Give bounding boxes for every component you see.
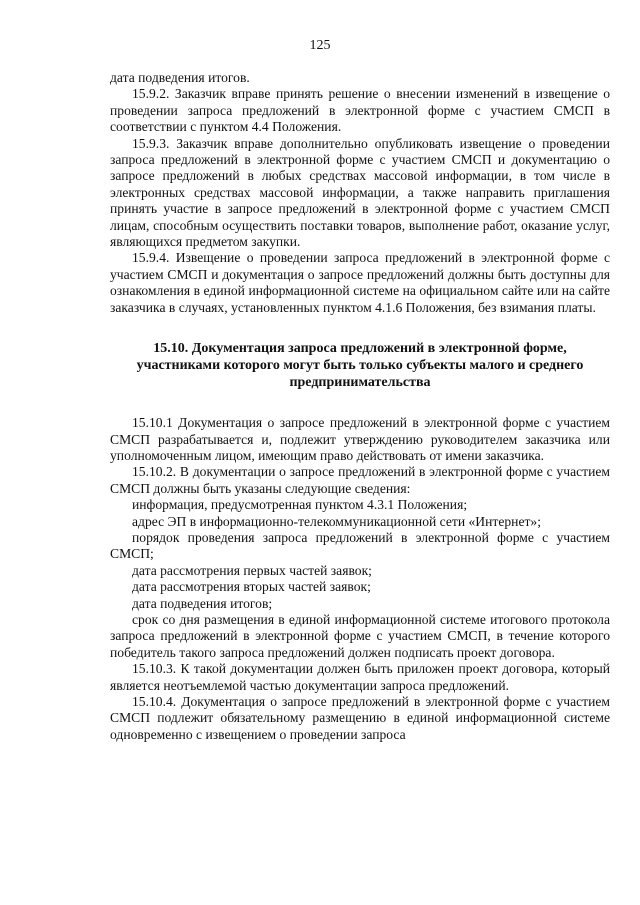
paragraph: 15.10.3. К такой документации должен быть приложен проект договора, который является неотъемлемой частью документации запроса предложений.: [110, 661, 610, 693]
paragraph: дата рассмотрения первых частей заявок;: [132, 562, 372, 578]
paragraph: дата подведения итогов.: [110, 70, 250, 85]
paragraph: 15.10.2. В документации о запросе предложений в электронной форме с участием СМСП должны быть указаны следующие сведения:: [110, 464, 610, 496]
paragraph: адрес ЭП в информационно-телекоммуникационной сети «Интернет»;: [132, 513, 541, 529]
paragraph: порядок проведения запроса предложений в электронной форме с участием СМСП;: [110, 529, 610, 562]
paragraph: информация, предусмотренная пунктом 4.3.1 Положения;: [132, 497, 468, 513]
section-heading: 15.10. Документация запроса предложений в электронной форме, участниками которого могут быть только субъекты малого и среднего предпринимательства: [136, 341, 584, 391]
paragraph: срок со дня размещения в единой информационной системе итогового протокола запроса предложений в электронной форме с участием СМСП, в течение которого победитель такого запроса предложений должен подписать проект договора.: [110, 611, 610, 660]
paragraph: 15.10.1 Документация о запросе предложений в электронной форме с участием СМСП разрабатывается и, подлежит утверждению руководителем заказчика или уполномоченным лицом, имеющим право действовать от имени заказчика.: [110, 415, 610, 463]
bottom-paragraphs: [110, 415, 610, 743]
paragraph: 15.9.4. Извещение о проведении запроса предложений в электронной форме с участием СМСП и документация о запросе предложений должны быть доступны для ознакомления в единой информационной системе на официальном сайте или на сайте заказчика в случаях, установленных пунктом 4.1.6 Положения, без взимания платы.: [110, 250, 610, 315]
page-number: 125: [309, 38, 331, 53]
top-paragraphs: [110, 70, 610, 316]
document-body: [110, 70, 610, 743]
paragraph: 15.10.4. Документация о запросе предложений в электронной форме с участием СМСП подлежит обязательному размещению в единой информационной системе одновременно с извещением о проведении запроса: [110, 694, 610, 742]
paragraph: дата подведения итогов;: [132, 595, 273, 611]
paragraph: 15.9.2. Заказчик вправе принять решение о внесении изменений в извещение о проведении запроса предложений в электронной форме с участием СМСП в соответствии с пунктом 4.4 Положения.: [110, 86, 610, 135]
paragraph: дата рассмотрения вторых частей заявок;: [132, 579, 371, 595]
paragraph: 15.9.3. Заказчик вправе дополнительно опубликовать извещение о проведении запроса предложений в электронной форме с участием СМСП и документацию о запросе предложений в любых средствах массовой информации, в том числе в электронных средствах массовой информации, а также направить приглашения принять участие в запросе предложений в электронной форме с участием СМСП лицам, способным осуществить поставки товаров, выполнение работ, оказание услуг, являющихся предметом закупки.: [110, 135, 610, 250]
